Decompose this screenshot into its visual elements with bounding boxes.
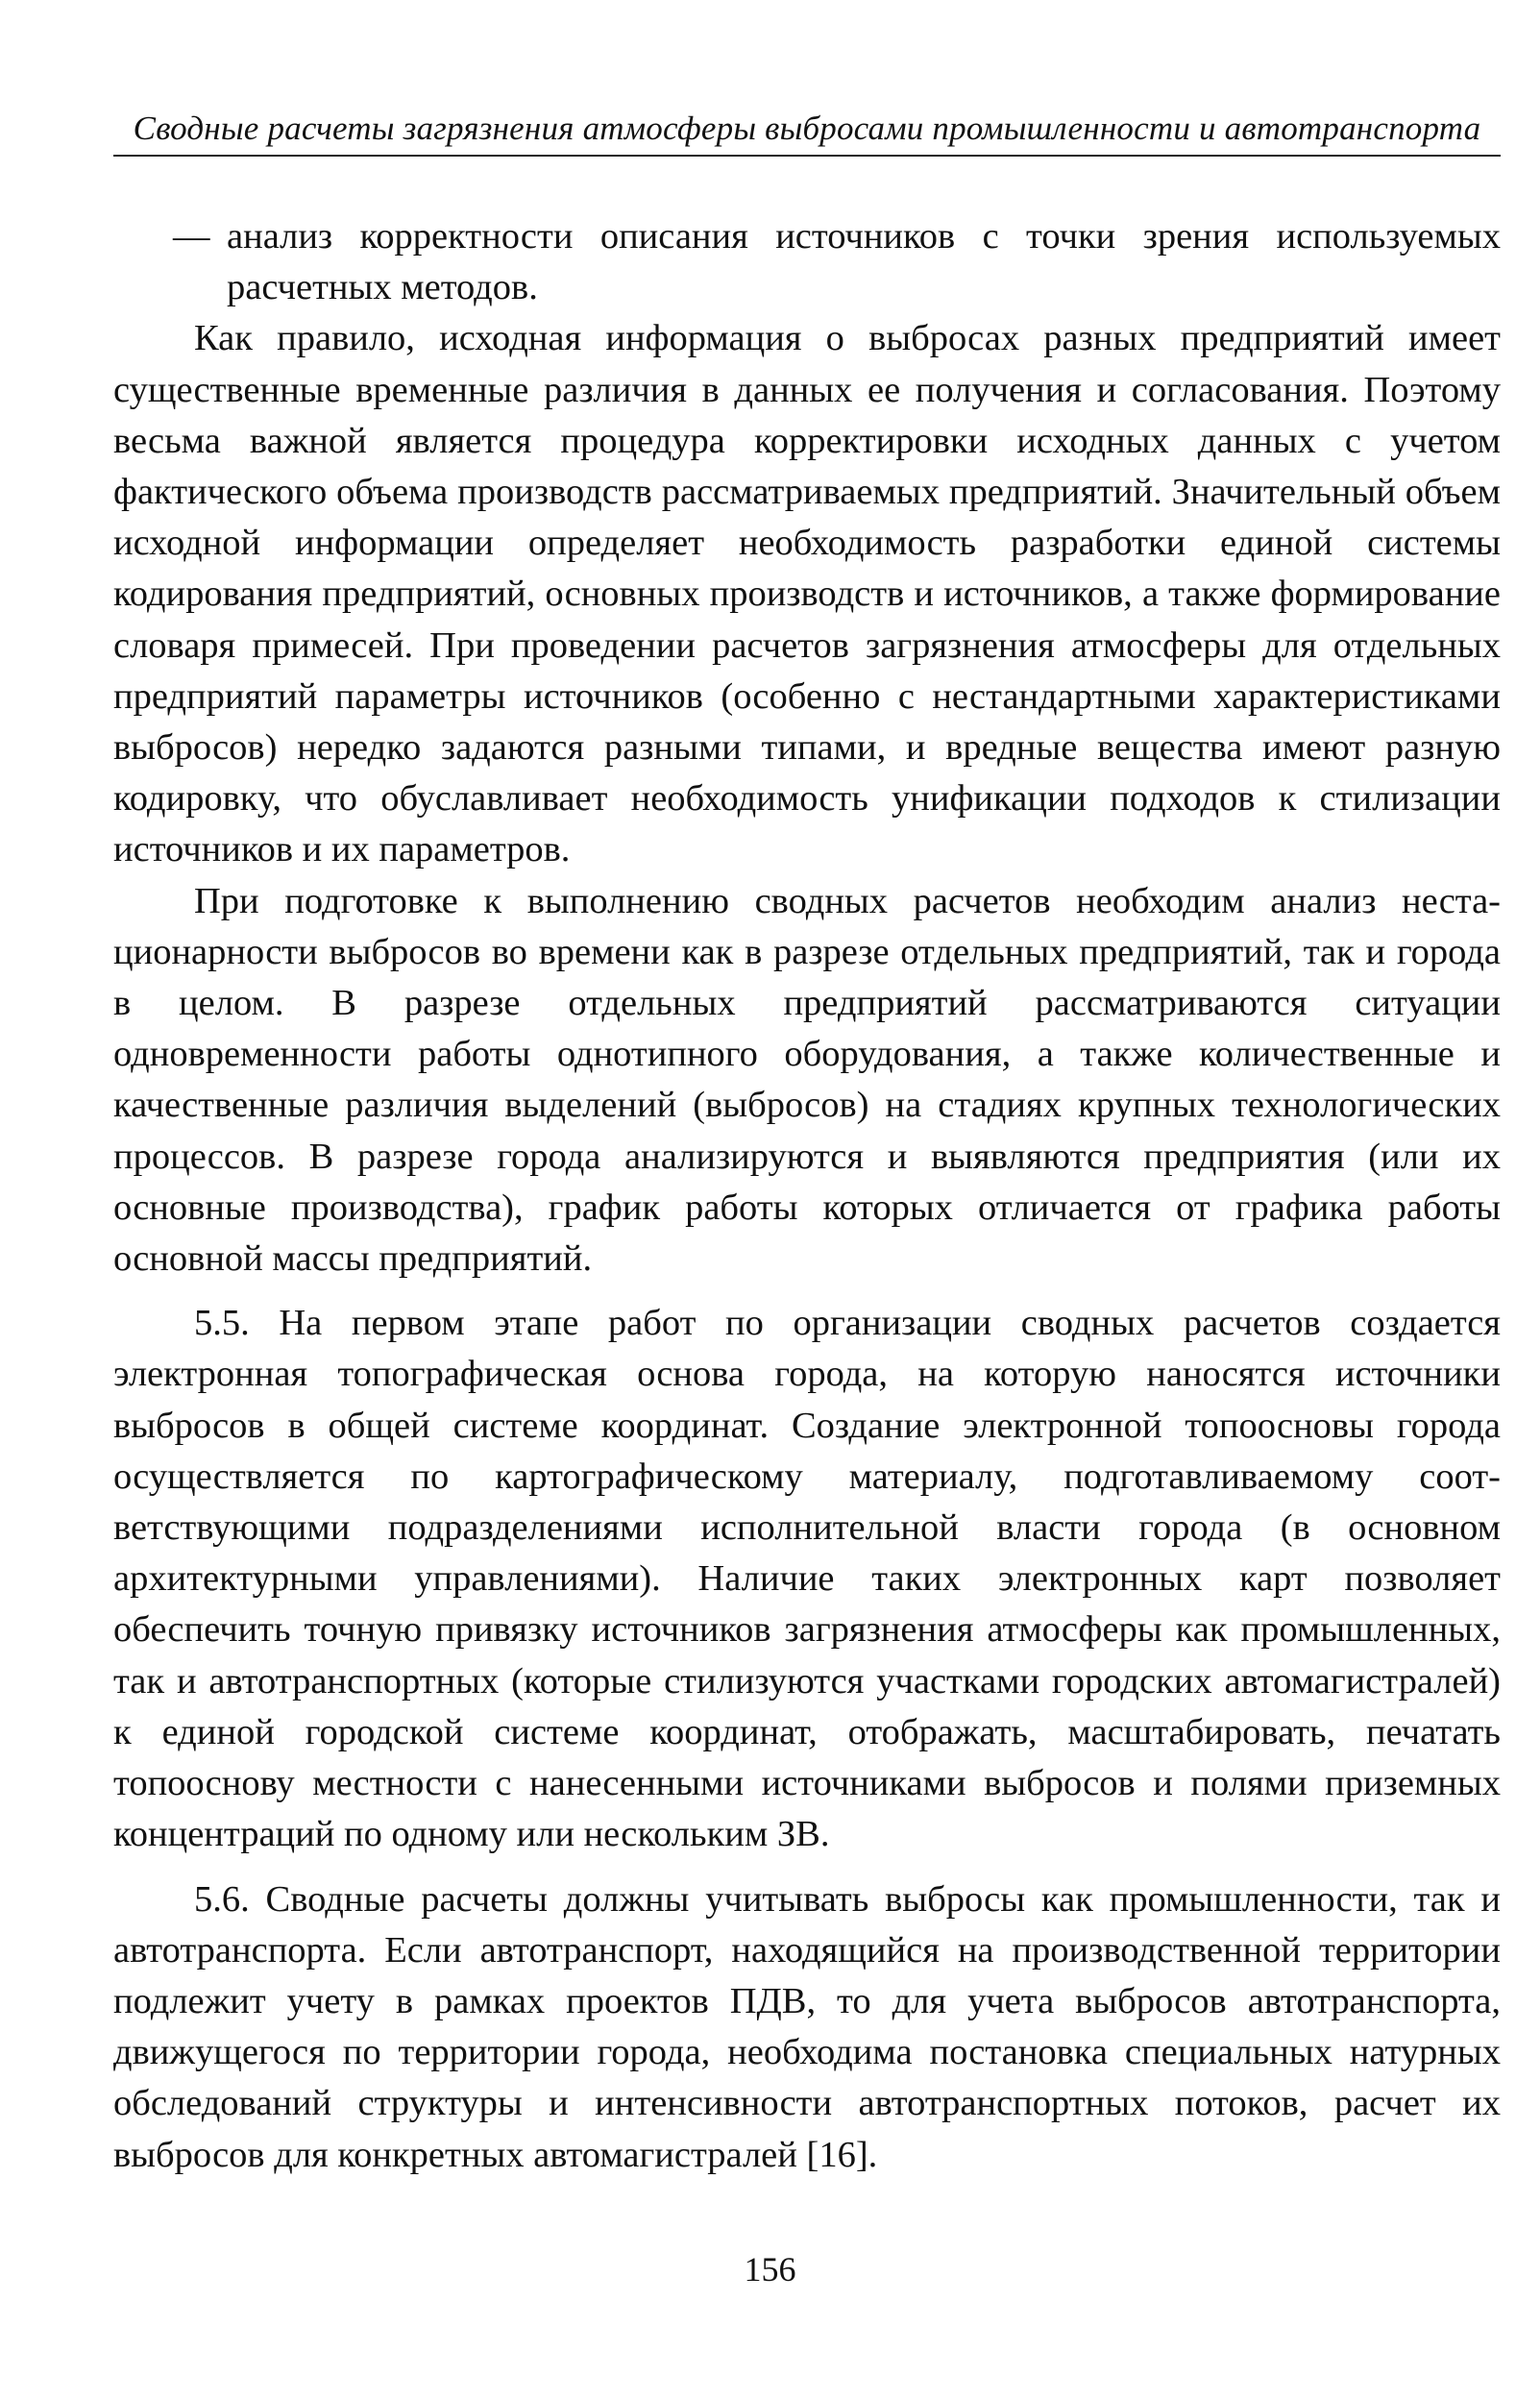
page-number: 156 [744,2250,796,2289]
paragraph-2: При подготовке к выполнению сводных расчетов необходим анализ нестационарности выбросов во времени как в разрезе отдельных предприятий, так и города в целом. В разрезе отдельных предприятий рассматриваются ситуации одновременности работы однотипного оборудования, а также количественные и качественные различия выделений (выбросов) на стадиях крупных технологических процессов. В разрезе города анализируются и выявляются предприятия (или их основные производства), график работы которых отличается от графика работы основной массы предприятий. [113,880,1501,1280]
bullet-text: анализ корректности описания источников с точки зрения используемых расчетных методов. [227,216,1501,308]
bullet-item [113,211,1501,313]
paragraph-section-5-5: 5.5. На первом этапе работ по организации сводных расчетов создается электронная топографическая основа города, на которую наносятся источники выбросов в общей системе координат. Создание электронной топоосновы города осуществляется по картографическому материалу, подготавливаемому соответствующими подразделениями исполнительной власти города (в основном архитектурными управлениями). Наличие таких электронных карт позволяет обеспечить точную привязку источников загрязнения атмосферы как промышленных, так и автотранспортных (которые стилизуются участками городских автомагистралей) к единой городской системе координат, отображать, масштабировать, печатать топооснову местности с нанесенными источниками выбросов и полями приземных концентраций по одному или нескольким ЗВ. [113,1303,1501,1855]
running-header: Сводные расчеты загрязнения атмосферы выбросами промышленности и автотранспорта [133,110,1481,147]
paragraph-section-5-6: 5.6. Сводные расчеты должны учитывать выбросы как промышленности, так и автотранспорта. Если автотранспорт, находящийся на производственной территории подлежит учету в рамках проектов ПДВ, то для учета выбросов автотранспорта, движущегося по территории города, необходима постановка специальных натурных обследований структуры и интенсивности автотранспортных потоков, расчет их выбросов для конкретных автомагистралей [16]. [113,1878,1501,2175]
paragraph-1: Как правило, исходная информация о выбросах разных предприятий имеет существенные временные различия в данных ее получения и согласования. Поэтому весьма важной является процедура корректировки исходных данных с учетом фактического объема производств рассматриваемых предприятий. Значительный объем исходной информации определяет необходимость разработки единой системы кодирования предприятий, основных производств и источников, а также формирование словаря примесей. При проведении расчетов загрязнения атмосферы для отдельных предприятий параметры источников (особенно с нестандартными характеристиками выбросов) нередко задаются разными типами, и вредные вещества имеют разную кодировку, что обуславливает необходимость унификации подходов к стилизации источников и их параметров. [113,318,1501,870]
bullet-dash: — [173,216,210,257]
body-text [113,211,1501,2181]
header-rule [113,155,1501,157]
